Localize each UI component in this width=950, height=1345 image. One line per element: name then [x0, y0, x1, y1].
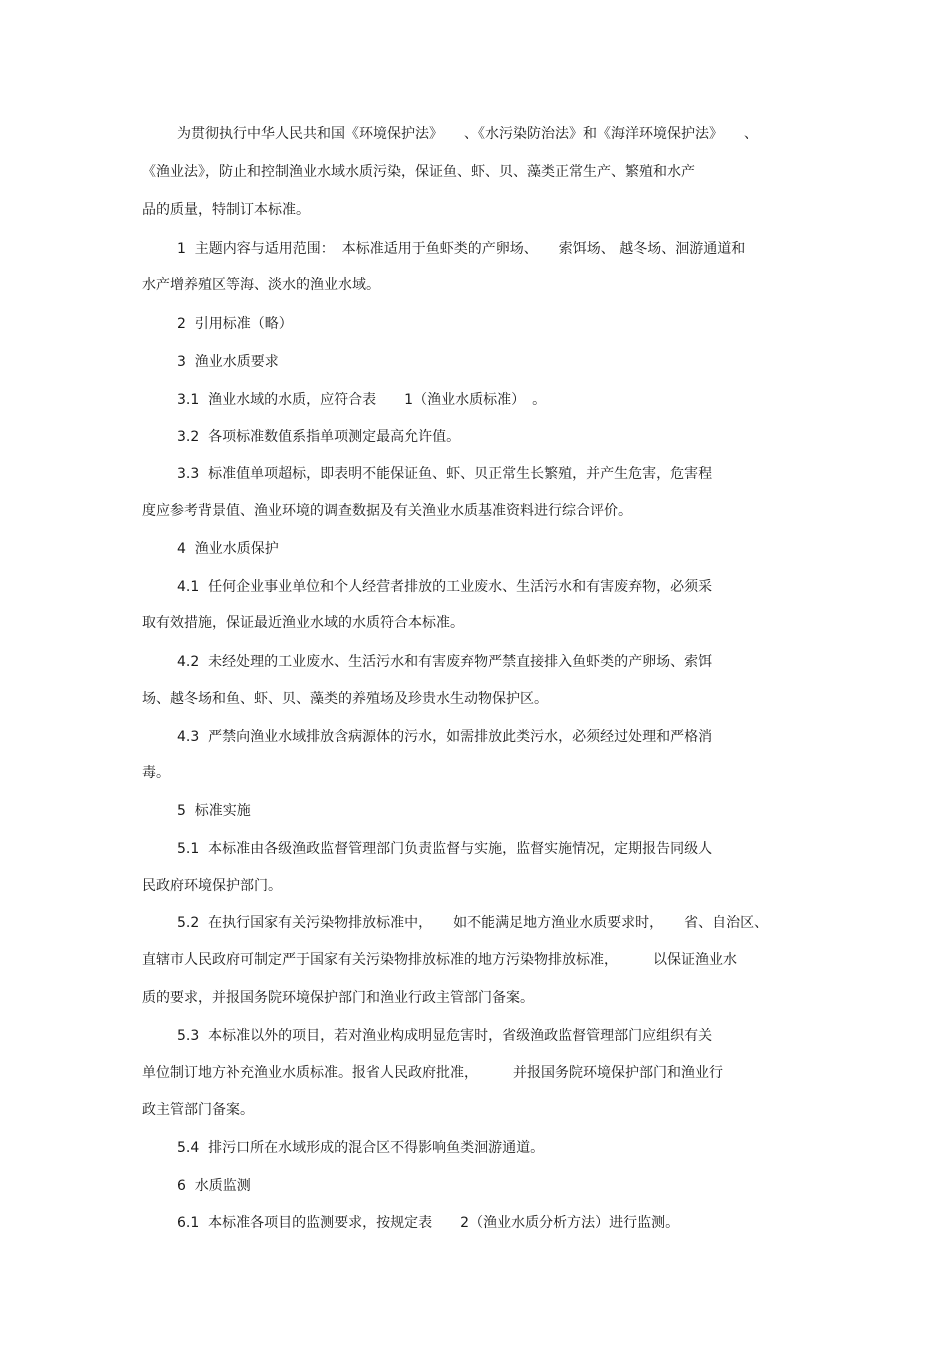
body-line: 场、越冬场和鱼、虾、贝、藻类的养殖场及珍贵水生动物保护区。 [142, 691, 548, 707]
section-heading: 1 主题内容与适用范围： 本标准适用于鱼虾类的产卵场、 索饵场、 越冬场、洄游通道和 [177, 241, 746, 257]
clause-line: 4.1 任何企业事业单位和个人经营者排放的工业废水、生活污水和有害废弃物，必须采 [177, 579, 713, 595]
section-heading: 5 标准实施 [177, 803, 251, 819]
section-heading: 3 渔业水质要求 [177, 354, 279, 370]
clause-line: 5.4 排污口所在水域形成的混合区不得影响鱼类洄游通道。 [177, 1140, 545, 1156]
clause-line: 6.1 本标准各项目的监测要求，按规定表 2（渔业水质分析方法）进行监测。 [177, 1215, 680, 1231]
section-heading: 6 水质监测 [177, 1178, 251, 1194]
clause-line: 5.1 本标准由各级渔政监督管理部门负责监督与实施，监督实施情况，定期报告同级人 [177, 841, 713, 857]
clause-line: 5.3 本标准以外的项目，若对渔业构成明显危害时，省级渔政监督管理部门应组织有关 [177, 1028, 713, 1044]
clause-line: 4.2 未经处理的工业废水、生活污水和有害废弃物严禁直接排入鱼虾类的产卵场、索饵 [177, 654, 713, 670]
clause-line: 3.3 标准值单项超标，即表明不能保证鱼、虾、贝正常生长繁殖，并产生危害，危害程 [177, 466, 713, 482]
body-line: 为贯彻执行中华人民共和国《环境保护法》 、《水污染防治法》和《海洋环境保护法》 、 [177, 126, 758, 142]
clause-line: 5.2 在执行国家有关污染物排放标准中， 如不能满足地方渔业水质要求时， 省、自治区、 [177, 915, 769, 931]
body-line: 取有效措施，保证最近渔业水域的水质符合本标准。 [142, 615, 464, 631]
body-line: 单位制订地方补充渔业水质标准。报省人民政府批准， 并报国务院环境保护部门和渔业行 [142, 1065, 723, 1081]
body-line: 政主管部门备案。 [142, 1102, 254, 1118]
body-line: 直辖市人民政府可制定严于国家有关污染物排放标准的地方污染物排放标准， 以保证渔业水 [142, 952, 737, 968]
body-line: 毒。 [142, 765, 170, 781]
clause-line: 4.3 严禁向渔业水域排放含病源体的污水，如需排放此类污水，必须经过处理和严格消 [177, 729, 713, 745]
body-line: 度应参考背景值、渔业环境的调查数据及有关渔业水质基准资料进行综合评价。 [142, 503, 632, 519]
body-line: 民政府环境保护部门。 [142, 878, 282, 894]
clause-line: 3.2 各项标准数值系指单项测定最高允许值。 [177, 429, 461, 445]
section-heading: 2 引用标准（略） [177, 316, 293, 332]
body-line: 品的质量，特制订本标准。 [142, 202, 310, 218]
body-line: 质的要求，并报国务院环境保护部门和渔业行政主管部门备案。 [142, 990, 534, 1006]
section-heading: 4 渔业水质保护 [177, 541, 279, 557]
body-line: 水产增养殖区等海、淡水的渔业水域。 [142, 277, 380, 293]
clause-line: 3.1 渔业水域的水质，应符合表 1（渔业水质标准） 。 [177, 392, 547, 408]
body-line: 《渔业法》，防止和控制渔业水域水质污染，保证鱼、虾、贝、藻类正常生产、繁殖和水产 [142, 164, 695, 180]
